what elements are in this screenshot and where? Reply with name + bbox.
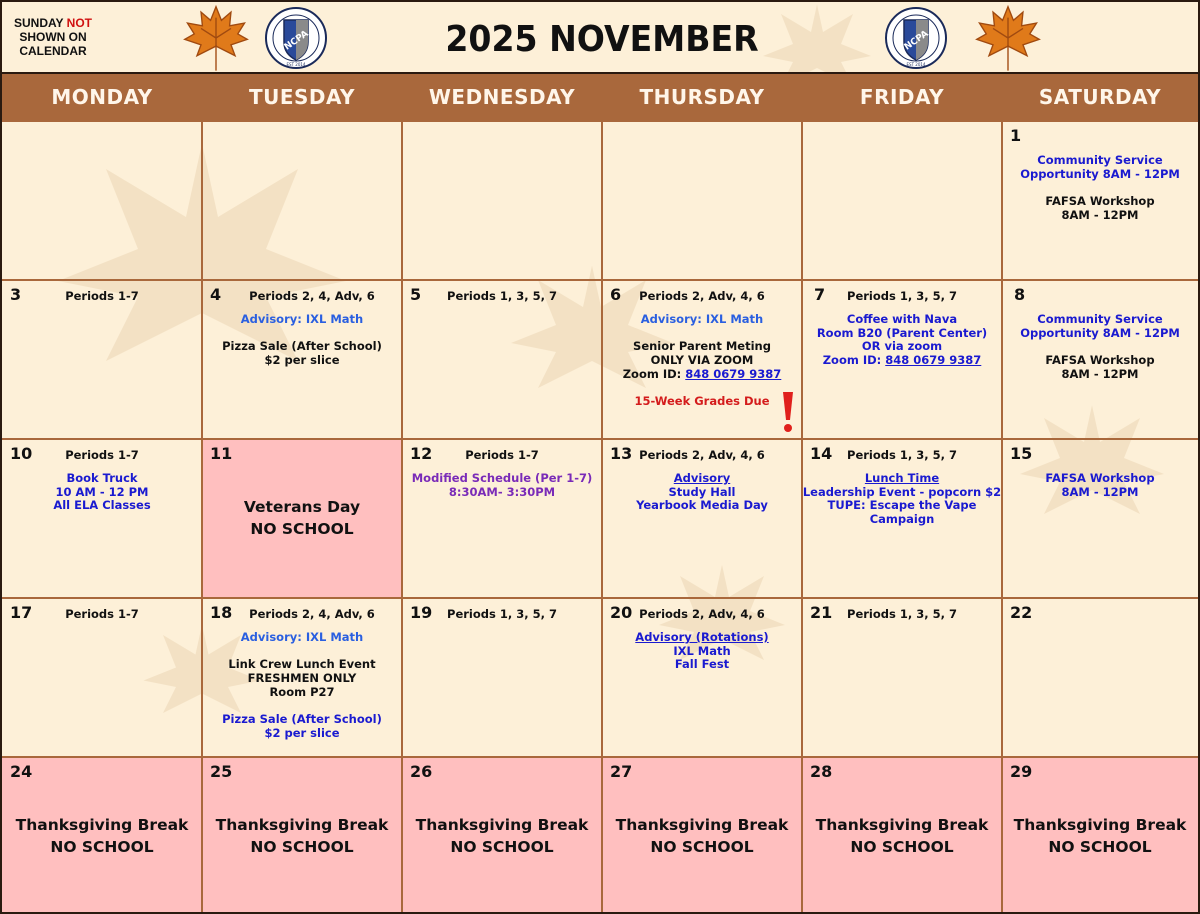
- no-school-text: NO SCHOOL: [50, 838, 154, 856]
- periods-text: Periods 1, 3, 5, 7: [847, 607, 957, 621]
- maple-leaf-icon: [970, 4, 1046, 72]
- event-text: TUPE: Escape the Vape Campaign: [827, 498, 977, 526]
- grid-line: [2, 120, 1198, 122]
- periods-text: Periods 2, Adv, 4, 6: [639, 607, 765, 621]
- day-cell-empty: [402, 122, 602, 280]
- day-number: 18: [210, 603, 233, 622]
- event-text: $2 per slice: [264, 726, 340, 740]
- maple-leaf-icon: [178, 4, 254, 72]
- day-number: 20: [610, 603, 633, 622]
- periods-text: Periods 1, 3, 5, 7: [447, 289, 557, 303]
- note-line2: SHOWN ON: [19, 30, 87, 44]
- event-text: Community Service: [1037, 153, 1163, 167]
- note-not: NOT: [66, 16, 93, 30]
- grid-line: [201, 74, 203, 914]
- periods-text: Periods 1, 3, 5, 7: [847, 448, 957, 462]
- grid-line: [1001, 74, 1003, 914]
- event-text: Room P27: [269, 685, 335, 699]
- event-text: Fall Fest: [674, 657, 730, 671]
- day-number: 15: [1010, 444, 1033, 463]
- grid-line: [401, 74, 403, 914]
- day-header-wednesday: WEDNESDAY: [402, 74, 602, 120]
- event-text: Leadership Event - popcorn $2: [802, 485, 1002, 499]
- event-text: OR via zoom: [861, 339, 943, 353]
- day-number: 28: [810, 762, 833, 781]
- event-text: [802, 354, 1002, 368]
- periods-text: Periods 2, 4, Adv, 6: [249, 289, 375, 303]
- zoom-link[interactable]: 848 0679 9387: [885, 353, 982, 367]
- holiday-text: Thanksgiving Break: [1013, 816, 1187, 834]
- grid-line: [2, 438, 1198, 440]
- day-cell-6: [602, 281, 802, 438]
- grid-line: [2, 756, 1198, 758]
- event-text: Book Truck: [66, 471, 138, 485]
- day-number: 8: [1014, 285, 1026, 304]
- day-cell-24: [2, 758, 202, 914]
- day-cell-12: [402, 440, 602, 597]
- day-number: 3: [10, 285, 22, 304]
- event-text: Advisory: IXL Math: [240, 312, 364, 326]
- event-text: Link Crew Lunch Event: [228, 657, 376, 671]
- periods-text: Periods 1-7: [65, 289, 139, 303]
- day-number: 29: [1010, 762, 1033, 781]
- sunday-note: [10, 16, 96, 58]
- day-number: 22: [1010, 603, 1033, 622]
- event-text: FAFSA Workshop: [1045, 471, 1155, 485]
- event-text: 8AM - 12PM: [1061, 485, 1139, 499]
- no-school-text: NO SCHOOL: [450, 838, 554, 856]
- event-text: 8AM - 12PM: [1061, 367, 1139, 381]
- day-cell-4: [202, 281, 402, 438]
- no-school-text: NO SCHOOL: [650, 838, 754, 856]
- day-cell-7: [802, 281, 1002, 438]
- event-text: Room B20 (Parent Center): [816, 326, 988, 340]
- calendar-header: [2, 2, 1200, 74]
- day-number: 4: [210, 285, 222, 304]
- periods-text: Periods 1-7: [65, 607, 139, 621]
- event-text: [602, 368, 802, 382]
- periods-text: Periods 1-7: [65, 448, 139, 462]
- zoom-link[interactable]: 848 0679 9387: [685, 367, 782, 381]
- day-cell-11: [202, 440, 402, 597]
- event-text: Pizza Sale (After School): [222, 712, 382, 726]
- periods-text: Periods 2, Adv, 4, 6: [639, 448, 765, 462]
- day-cell-1: [1002, 122, 1198, 280]
- day-cell-25: [202, 758, 402, 914]
- day-number: 24: [10, 762, 33, 781]
- event-text: Coffee with Nava: [846, 312, 958, 326]
- day-number: 26: [410, 762, 433, 781]
- day-number: 25: [210, 762, 233, 781]
- day-number: 7: [814, 285, 826, 304]
- day-cell-21: [802, 599, 1002, 756]
- holiday-text: Thanksgiving Break: [615, 816, 789, 834]
- event-text: 8AM - 12PM: [1061, 208, 1139, 222]
- holiday-text: Veterans Day: [243, 498, 361, 516]
- event-text: Community Service: [1037, 312, 1163, 326]
- grid-line: [2, 279, 1198, 281]
- day-number: 19: [410, 603, 433, 622]
- event-text: All ELA Classes: [53, 498, 151, 512]
- day-header-friday: FRIDAY: [802, 74, 1002, 120]
- day-cell-17: [2, 599, 202, 756]
- school-logo: [878, 6, 954, 70]
- event-text: Opportunity 8AM - 12PM: [1020, 167, 1180, 181]
- logo-letters: NCPA: [282, 29, 311, 53]
- event-text: 10 AM - 12 PM: [55, 485, 149, 499]
- day-cell-13: [602, 440, 802, 597]
- event-text: $2 per slice: [264, 353, 340, 367]
- event-text: Pizza Sale (After School): [222, 339, 382, 353]
- day-number: 6: [610, 285, 622, 304]
- event-text: FAFSA Workshop: [1045, 353, 1155, 367]
- note-line3: CALENDAR: [19, 44, 87, 58]
- day-number: 11: [210, 444, 233, 463]
- event-link[interactable]: Lunch Time: [864, 471, 940, 485]
- event-text: Advisory: IXL Math: [240, 630, 364, 644]
- day-cell-3: [2, 281, 202, 438]
- day-cell-8: [1002, 281, 1198, 438]
- no-school-text: NO SCHOOL: [250, 838, 354, 856]
- event-text: Opportunity 8AM - 12PM: [1020, 326, 1180, 340]
- event-text: Advisory: IXL Math: [640, 312, 764, 326]
- event-text: FRESHMEN ONLY: [247, 671, 357, 685]
- day-cell-5: [402, 281, 602, 438]
- holiday-text: Thanksgiving Break: [815, 816, 989, 834]
- periods-text: Periods 1, 3, 5, 7: [447, 607, 557, 621]
- event-text: 8:30AM- 3:30PM: [448, 485, 556, 499]
- day-number: 21: [810, 603, 833, 622]
- day-number: 17: [10, 603, 33, 622]
- event-text: Study Hall: [668, 485, 736, 499]
- day-cell-29: [1002, 758, 1198, 914]
- holiday-text: Thanksgiving Break: [215, 816, 389, 834]
- grid-line: [801, 74, 803, 914]
- day-cell-empty: [802, 122, 1002, 280]
- day-header-monday: MONDAY: [2, 74, 202, 120]
- day-cell-27: [602, 758, 802, 914]
- logo-letters: NCPA: [902, 29, 931, 53]
- day-cell-18: [202, 599, 402, 756]
- no-school-text: NO SCHOOL: [250, 520, 354, 538]
- periods-text: Periods 1, 3, 5, 7: [847, 289, 957, 303]
- note-prefix: SUNDAY: [13, 16, 67, 30]
- event-text: Yearbook Media Day: [636, 498, 768, 512]
- day-cell-empty: [202, 122, 402, 280]
- exclamation-icon: [780, 390, 796, 434]
- zoom-label: Zoom ID:: [622, 367, 686, 381]
- page-title: 2025 NOVEMBER: [445, 19, 759, 60]
- grid-line: [2, 72, 1198, 74]
- day-number: 14: [810, 444, 833, 463]
- school-logo: [258, 6, 334, 70]
- event-text: ONLY VIA ZOOM: [650, 353, 754, 367]
- day-number: 1: [1010, 126, 1022, 145]
- logo-est: EST 2014: [906, 62, 926, 67]
- day-number: 10: [10, 444, 33, 463]
- event-link[interactable]: Advisory (Rotations): [635, 630, 769, 644]
- day-cell-empty: [2, 122, 202, 280]
- day-cell-22: [1002, 599, 1198, 756]
- day-cell-20: [602, 599, 802, 756]
- event-link[interactable]: Advisory: [673, 471, 731, 485]
- day-cell-empty: [602, 122, 802, 280]
- no-school-text: NO SCHOOL: [1048, 838, 1152, 856]
- day-header-tuesday: TUESDAY: [202, 74, 402, 120]
- day-cell-19: [402, 599, 602, 756]
- day-number: 12: [410, 444, 433, 463]
- day-number: 13: [610, 444, 633, 463]
- day-header-saturday: SATURDAY: [1002, 74, 1198, 120]
- day-cell-14: [802, 440, 1002, 597]
- periods-text: Periods 1-7: [465, 448, 539, 462]
- grid-line: [601, 74, 603, 914]
- day-number: 27: [610, 762, 633, 781]
- periods-text: Periods 2, Adv, 4, 6: [639, 289, 765, 303]
- day-header-thursday: THURSDAY: [602, 74, 802, 120]
- logo-est: EST 2014: [286, 62, 306, 67]
- event-text: 15-Week Grades Due: [634, 394, 770, 408]
- holiday-text: Thanksgiving Break: [415, 816, 589, 834]
- event-text: FAFSA Workshop: [1045, 194, 1155, 208]
- periods-text: Periods 2, 4, Adv, 6: [249, 607, 375, 621]
- zoom-label: Zoom ID:: [822, 353, 886, 367]
- event-text: Modified Schedule (Per 1-7): [411, 471, 593, 485]
- day-cell-10: [2, 440, 202, 597]
- grid-line: [2, 597, 1198, 599]
- no-school-text: NO SCHOOL: [850, 838, 954, 856]
- event-text: IXL Math: [673, 644, 731, 658]
- holiday-text: Thanksgiving Break: [15, 816, 189, 834]
- day-cell-26: [402, 758, 602, 914]
- day-cell-15: [1002, 440, 1198, 597]
- day-cell-28: [802, 758, 1002, 914]
- event-text: Senior Parent Meting: [633, 339, 771, 353]
- day-number: 5: [410, 285, 422, 304]
